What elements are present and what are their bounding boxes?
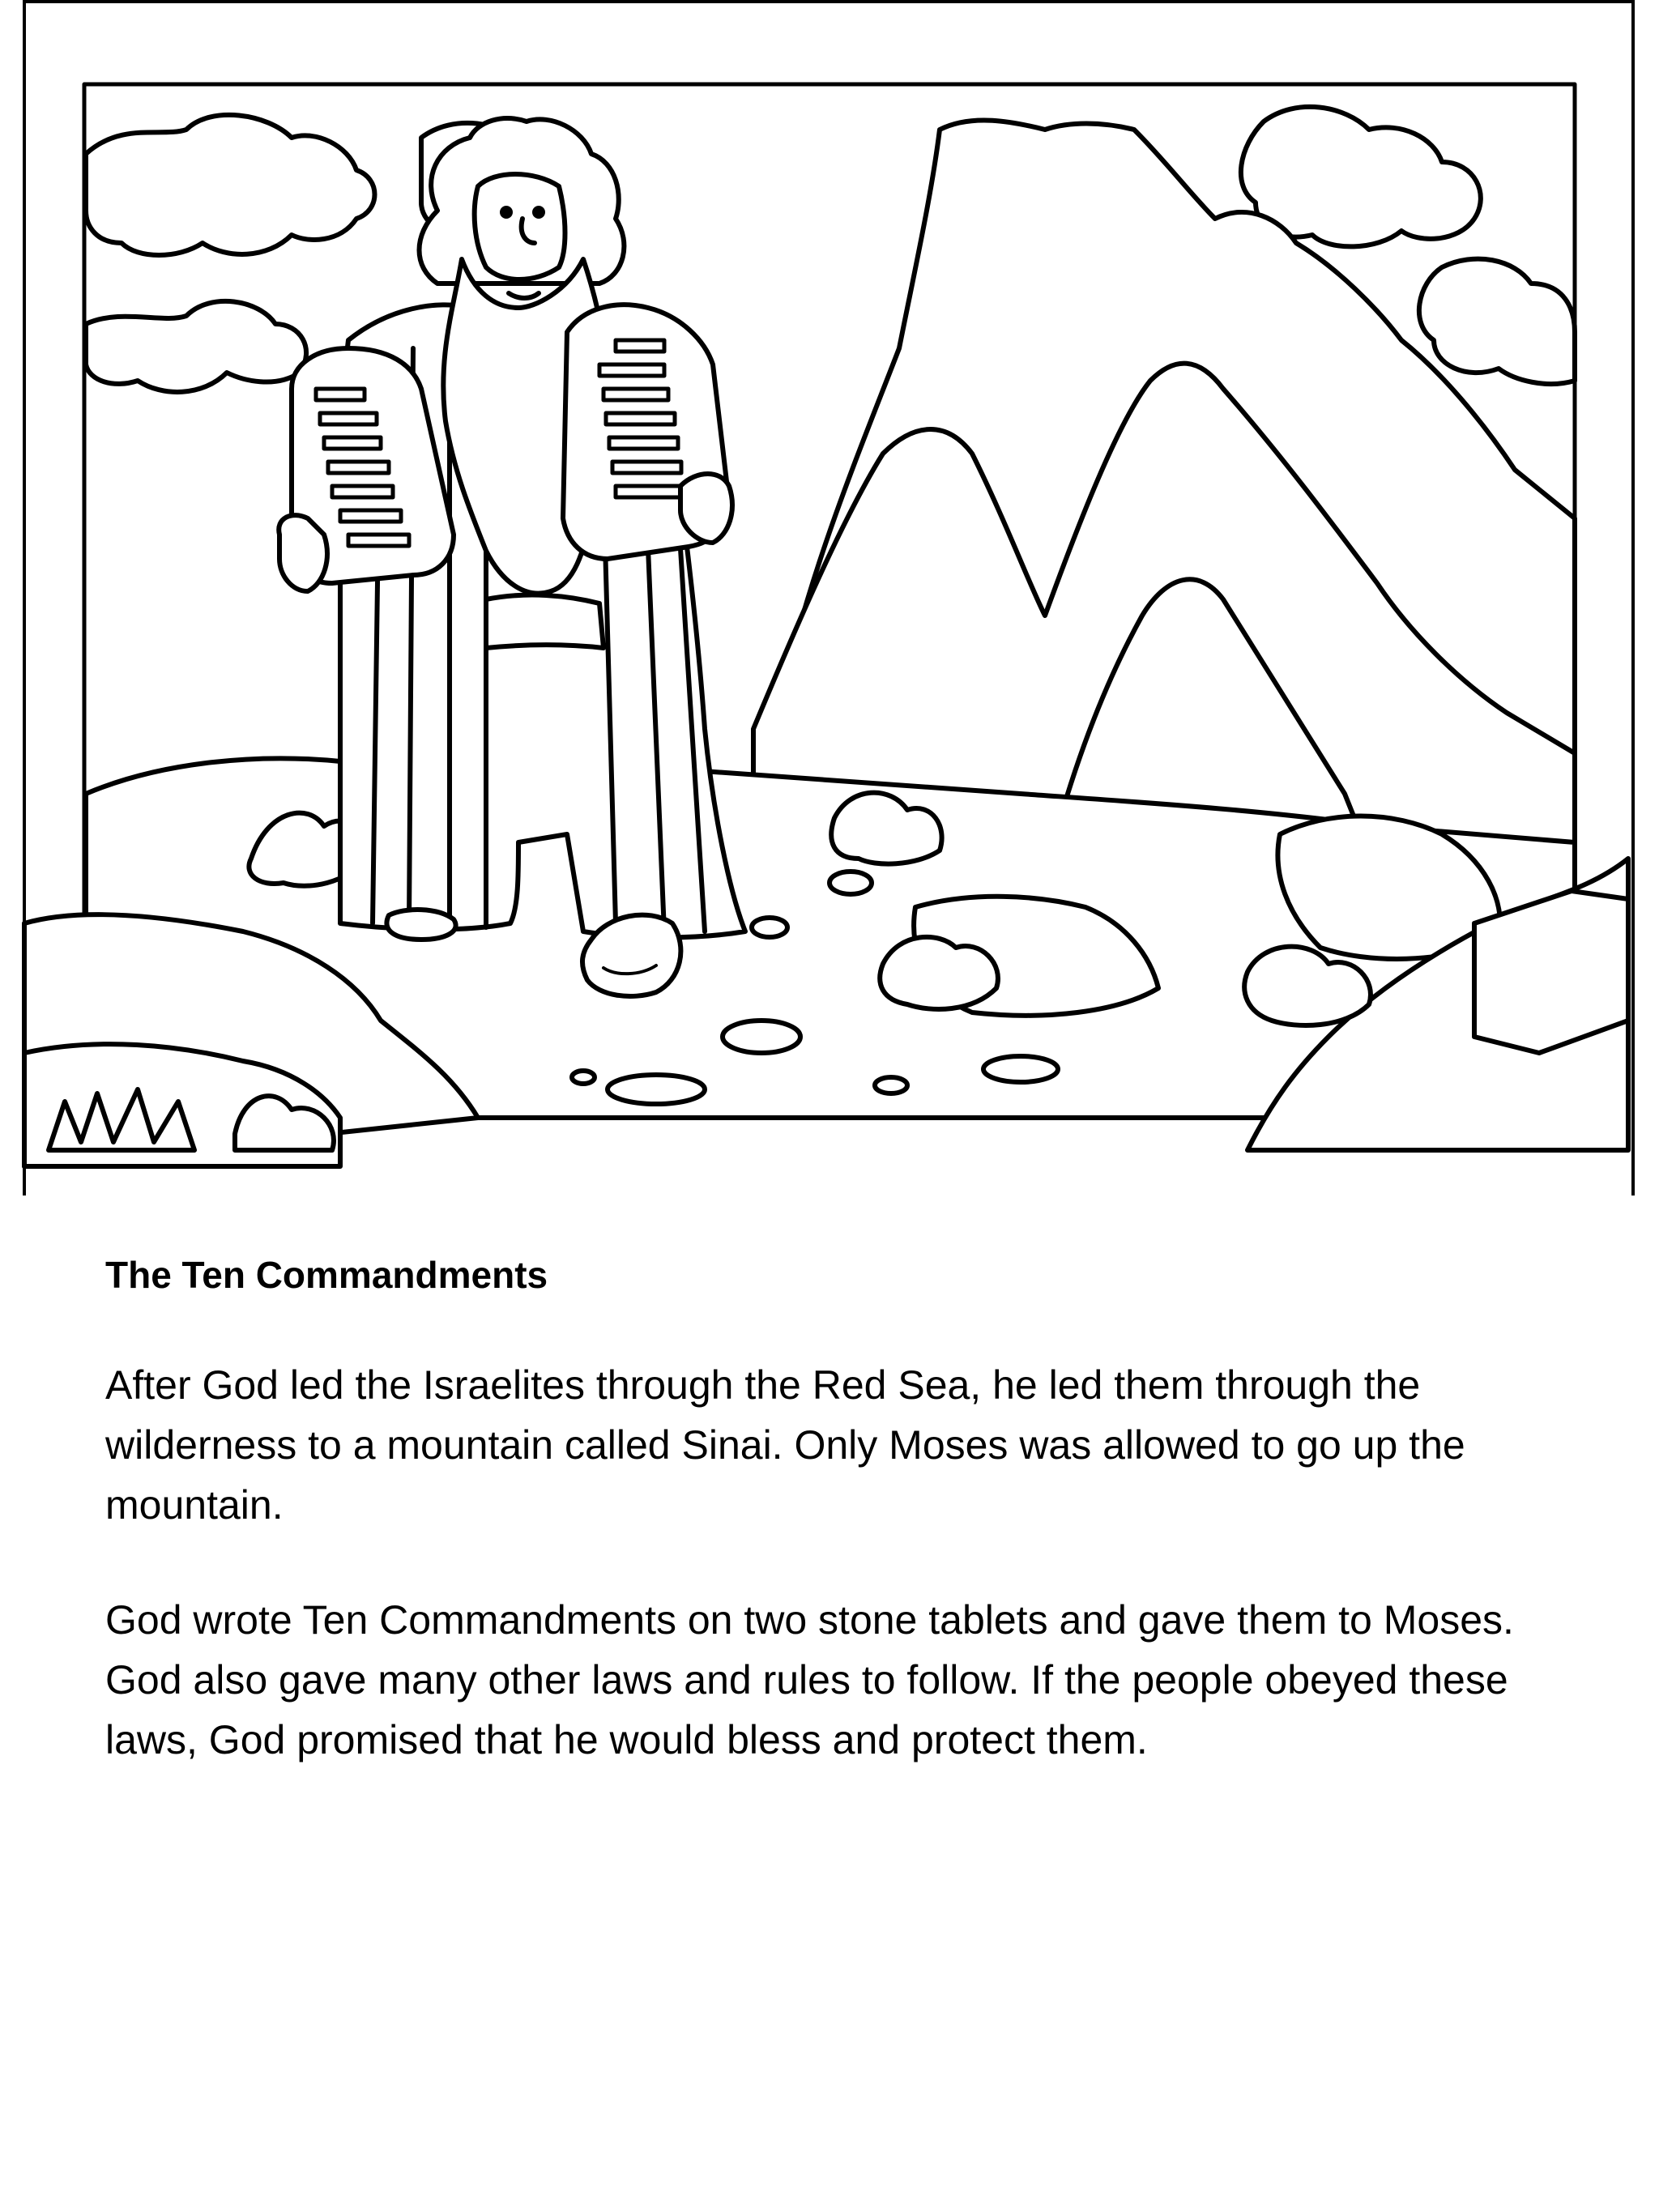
document-title: The Ten Commandments <box>105 1254 548 1296</box>
moses-foot-left-icon <box>386 910 455 940</box>
moses-eye-icon <box>502 208 510 216</box>
description-block <box>105 1251 1588 1825</box>
stone-icon <box>723 1021 800 1053</box>
stone-icon <box>983 1056 1058 1082</box>
paragraph-2: God wrote Ten Commandments on two stone tablets and gave them to Moses. God also gave many other laws and rules to follow. If the people obeyed these laws, God promised that he would bless and protect them. <box>105 1596 1514 1762</box>
paragraph-1: After God led the Israelites through the Red Sea, he led them through the wilderness to a mountain called Sinai. Only Moses was allowed to go up the mountain. <box>105 1362 1465 1528</box>
stone-icon <box>875 1077 907 1093</box>
moses-eye-icon <box>535 208 543 216</box>
moses-hand-right-icon <box>680 474 732 543</box>
rock-right-block-icon <box>1474 891 1628 1053</box>
moses-sash-icon <box>486 595 603 648</box>
stone-icon <box>752 918 787 937</box>
stone-icon <box>608 1075 705 1104</box>
stone-icon <box>572 1071 595 1084</box>
bush-icon <box>880 937 998 1009</box>
stone-icon <box>830 872 872 894</box>
